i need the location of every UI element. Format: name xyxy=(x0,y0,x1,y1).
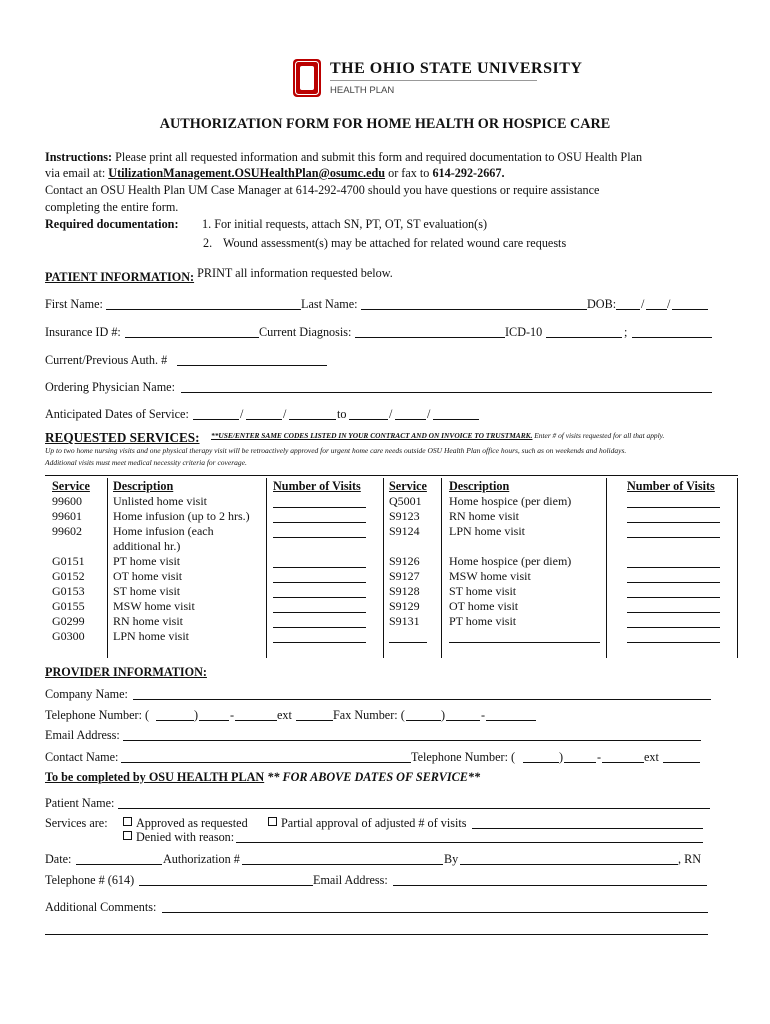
osu-authorization-label: Authorization # xyxy=(163,852,240,866)
visits-field-99601[interactable] xyxy=(273,510,366,523)
service-code: S9128 xyxy=(389,584,420,598)
um-email-link[interactable]: UtilizationManagement.OSUHealthPlan@osumc.edu xyxy=(108,166,386,180)
block-o-icon xyxy=(292,58,322,98)
contact-telephone-label: Telephone Number: ( xyxy=(411,750,516,764)
col-header-visits-right: Number of Visits xyxy=(627,479,715,493)
services-divider-4 xyxy=(441,478,442,658)
contact-area-code-field[interactable] xyxy=(523,750,559,763)
provider-email-field[interactable] xyxy=(123,728,701,741)
diagnosis-label: Current Diagnosis: xyxy=(259,325,352,339)
last-name-field[interactable] xyxy=(361,297,587,310)
service-code: 99600 xyxy=(52,494,82,508)
visits-field-s9131[interactable] xyxy=(627,615,720,628)
first-name-label: First Name: xyxy=(45,297,103,311)
diagnosis-field[interactable] xyxy=(355,325,505,338)
osu-telephone-label: Telephone # (614) xyxy=(45,873,135,887)
col-header-service-left: Service xyxy=(52,479,90,493)
service-description xyxy=(449,539,571,554)
osu-date-label: Date: xyxy=(45,852,72,866)
services-divider-5 xyxy=(606,478,607,658)
service-description: Home hospice (per diem) xyxy=(449,494,572,508)
service-code: G0155 xyxy=(52,599,85,613)
start-month-field[interactable] xyxy=(193,407,239,420)
visits-field-g0152[interactable] xyxy=(273,570,366,583)
osu-logo xyxy=(292,58,583,100)
service-code: S9127 xyxy=(389,569,420,583)
left-service-descriptions xyxy=(113,494,250,644)
partial-label: Partial approval of adjusted # of visits xyxy=(281,816,467,830)
provider-fax-area-field[interactable] xyxy=(406,708,441,721)
instructions-line4: completing the entire form. xyxy=(45,200,179,214)
approved-label: Approved as requested xyxy=(136,816,248,830)
page-title: AUTHORIZATION FORM FOR HOME HEALTH OR HOSPICE CARE xyxy=(159,116,611,132)
provider-fax-line-field[interactable] xyxy=(486,708,536,721)
end-slash-1: / xyxy=(389,407,393,421)
provider-fax-label: Fax Number: ( xyxy=(333,708,405,722)
services-divider-1 xyxy=(107,478,108,658)
services-note-italic: Enter # of visits requested for all that apply. xyxy=(532,431,665,440)
contact-phone-line-field[interactable] xyxy=(602,750,644,763)
osu-rn-label: , RN xyxy=(678,852,702,866)
col-header-visits-left: Number of Visits xyxy=(273,479,361,493)
service-code: S9126 xyxy=(389,554,420,568)
um-fax-number: 614-292-2667. xyxy=(432,166,505,180)
other-service-code-field[interactable] xyxy=(389,630,427,643)
dob-label: DOB: xyxy=(587,297,617,311)
start-slash-1: / xyxy=(240,407,244,421)
icd10-semicolon: ; xyxy=(624,325,628,339)
start-day-field[interactable] xyxy=(246,407,282,420)
company-field[interactable] xyxy=(133,687,711,700)
icd10-field-2[interactable] xyxy=(632,325,712,338)
company-label: Company Name: xyxy=(45,687,128,701)
visits-field-g0300[interactable] xyxy=(273,630,366,643)
right-service-descriptions xyxy=(449,494,571,629)
dates-label: Anticipated Dates of Service: xyxy=(45,407,189,421)
osu-email-field[interactable] xyxy=(393,873,707,886)
service-code: G0300 xyxy=(52,629,85,643)
service-code: G0152 xyxy=(52,569,85,583)
partial-visits-field[interactable] xyxy=(472,816,703,829)
dates-to: to xyxy=(337,407,347,421)
visits-field-99600[interactable] xyxy=(273,495,366,508)
osu-telephone-field[interactable] xyxy=(139,873,313,886)
service-description: PT home visit xyxy=(113,554,181,568)
patient-heading-note: PRINT all information requested below. xyxy=(194,266,393,280)
col-header-description-right: Description xyxy=(449,479,510,493)
service-code: S9129 xyxy=(389,599,420,613)
visits-field-s9127[interactable] xyxy=(627,570,720,583)
provider-telephone-paren: ) xyxy=(194,708,199,722)
partial-checkbox[interactable] xyxy=(268,817,277,826)
services-divider-2 xyxy=(266,478,267,658)
dob-day-field[interactable] xyxy=(646,297,667,310)
osu-by-label: By xyxy=(444,852,459,866)
insurance-id-label: Insurance ID #: xyxy=(45,325,121,339)
service-code: 99602 xyxy=(52,524,82,538)
service-code: S9124 xyxy=(389,524,420,538)
contact-telephone-paren: ) xyxy=(559,750,564,764)
required-doc-label: Required documentation: xyxy=(45,217,179,231)
service-description: MSW home visit xyxy=(113,599,195,613)
osu-patient-name-field[interactable] xyxy=(118,796,710,809)
first-name-field[interactable] xyxy=(106,297,301,310)
email-prefix: via email at: xyxy=(45,166,109,180)
provider-telephone-label: Telephone Number: ( xyxy=(45,708,150,722)
service-code xyxy=(389,539,422,554)
services-are-label: Services are: xyxy=(45,816,108,830)
denied-reason-field[interactable] xyxy=(236,830,703,843)
denied-checkbox[interactable] xyxy=(123,831,132,840)
services-divider-6 xyxy=(737,478,738,658)
services-table-top xyxy=(45,475,738,476)
contact-ext-field[interactable] xyxy=(663,750,700,763)
visits-field-g0151[interactable] xyxy=(273,555,366,568)
services-heading: REQUESTED SERVICES: xyxy=(45,430,200,445)
provider-email-label: Email Address: xyxy=(45,728,120,742)
service-description: Home hospice (per diem) xyxy=(449,554,572,568)
contact-ext-label: ext xyxy=(644,750,659,764)
instructions-line1 xyxy=(45,150,642,164)
visits-field-other[interactable] xyxy=(627,630,720,643)
osu-patient-name-label: Patient Name: xyxy=(45,796,115,810)
left-service-codes xyxy=(52,494,85,644)
instructions-text: Please print all requested information and submit this form and required documentation to OSU Health Plan xyxy=(112,150,643,164)
icd10-label: ICD-10 xyxy=(505,325,543,339)
provider-phone-line-field[interactable] xyxy=(235,708,277,721)
patient-heading: PATIENT INFORMATION: xyxy=(45,270,195,284)
service-description: Home infusion (up to 2 hrs.) xyxy=(113,509,250,523)
icd10-field-1[interactable] xyxy=(546,325,622,338)
provider-fax-paren: ) xyxy=(441,708,446,722)
services-divider-3 xyxy=(383,478,384,658)
service-code: G0153 xyxy=(52,584,85,598)
provider-telephone-dash: - xyxy=(230,708,235,722)
logo-university: THE OHIO STATE UNIVERSITY xyxy=(330,60,583,77)
required-doc-2: Wound assessment(s) may be attached for related wound care requests xyxy=(223,236,567,250)
other-service-description-field[interactable] xyxy=(449,630,600,643)
comments-label: Additional Comments: xyxy=(45,900,157,914)
end-slash-2: / xyxy=(427,407,431,421)
col-header-description-left: Description xyxy=(113,479,174,493)
instructions-label: Instructions: xyxy=(45,150,113,164)
end-month-field[interactable] xyxy=(349,407,388,420)
service-description: Unlisted home visit xyxy=(113,494,207,508)
visits-field-s9123[interactable] xyxy=(627,510,720,523)
provider-fax-prefix-field[interactable] xyxy=(446,708,480,721)
service-description: ST home visit xyxy=(449,584,517,598)
visits-field-99602[interactable] xyxy=(273,525,366,538)
dob-year-field[interactable] xyxy=(672,297,708,310)
dob-month-field[interactable] xyxy=(616,297,640,310)
visits-field-g0153[interactable] xyxy=(273,585,366,598)
services-note-line2: Up to two home nursing visits and one physical therapy visit will be retroactively approved for urgent home care needs outside OSU Health Plan office hours, such as on weekends and holidays. xyxy=(45,446,627,455)
service-code: S9123 xyxy=(389,509,420,523)
provider-area-code-field[interactable] xyxy=(156,708,194,721)
contact-telephone-dash: - xyxy=(597,750,602,764)
provider-fax-dash: - xyxy=(481,708,486,722)
osu-email-label: Email Address: xyxy=(313,873,388,887)
service-code: S9131 xyxy=(389,614,420,628)
contact-phone-prefix-field[interactable] xyxy=(564,750,596,763)
start-slash-2: / xyxy=(283,407,287,421)
col-header-service-right: Service xyxy=(389,479,427,493)
service-description: LPN home visit xyxy=(449,524,526,538)
service-code: G0299 xyxy=(52,614,85,628)
visits-field-s9128[interactable] xyxy=(627,585,720,598)
last-name-label: Last Name: xyxy=(301,297,358,311)
instructions-line2 xyxy=(45,166,505,180)
provider-ext-field[interactable] xyxy=(296,708,333,721)
service-description: MSW home visit xyxy=(449,569,531,583)
contact-name-label: Contact Name: xyxy=(45,750,119,764)
visits-field-s9126[interactable] xyxy=(627,555,720,568)
service-code: Q5001 xyxy=(389,494,422,508)
physician-label: Ordering Physician Name: xyxy=(45,380,175,394)
services-note-line1 xyxy=(211,431,664,441)
osu-by-field[interactable] xyxy=(460,852,678,865)
osu-heading-row xyxy=(45,770,480,784)
approved-option[interactable] xyxy=(123,816,248,830)
provider-phone-prefix-field[interactable] xyxy=(199,708,229,721)
comments-field-line2[interactable] xyxy=(45,922,708,935)
auth-field[interactable] xyxy=(177,353,327,366)
visits-field-s9129[interactable] xyxy=(627,600,720,613)
logo-divider xyxy=(330,80,537,81)
denied-label: Denied with reason: xyxy=(136,830,235,844)
partial-option[interactable] xyxy=(268,816,467,830)
service-description: ST home visit xyxy=(113,584,181,598)
services-note-bold: **USE/ENTER SAME CODES LISTED IN YOUR CONTRACT AND ON INVOICE TO TRUSTMARK. xyxy=(211,431,533,440)
service-description: Home infusion (each xyxy=(113,524,214,538)
visits-field-g0155[interactable] xyxy=(273,600,366,613)
right-service-codes xyxy=(389,494,422,629)
visits-field-q5001[interactable] xyxy=(627,495,720,508)
comments-field-line1[interactable] xyxy=(162,900,708,913)
osu-heading: To be completed by OSU HEALTH PLAN xyxy=(45,770,265,784)
osu-date-field[interactable] xyxy=(76,852,162,865)
required-doc-1: 1. For initial requests, attach SN, PT, OT, ST evaluation(s) xyxy=(202,217,488,231)
patient-heading-row xyxy=(45,266,393,284)
service-description: LPN home visit xyxy=(113,629,190,643)
osu-authorization-field[interactable] xyxy=(242,852,443,865)
required-doc-2-num: 2. xyxy=(203,236,213,250)
service-code: G0151 xyxy=(52,554,85,568)
approved-checkbox[interactable] xyxy=(123,817,132,826)
osu-heading-note: ** FOR ABOVE DATES OF SERVICE** xyxy=(264,770,481,784)
services-note-line3: Additional visits must meet medical necessity criteria for coverage. xyxy=(45,458,247,467)
fax-prefix: or fax to xyxy=(385,166,433,180)
service-description: additional hr.) xyxy=(113,539,181,553)
service-code: 99601 xyxy=(52,509,82,523)
end-day-field[interactable] xyxy=(395,407,426,420)
service-description: OT home visit xyxy=(113,569,183,583)
insurance-id-field[interactable] xyxy=(125,325,259,338)
provider-heading: PROVIDER INFORMATION: xyxy=(45,665,207,679)
dob-slash-2: / xyxy=(667,297,671,311)
logo-plan: HEALTH PLAN xyxy=(330,85,395,96)
service-description: RN home visit xyxy=(113,614,184,628)
end-year-field[interactable] xyxy=(433,407,479,420)
visits-field-g0299[interactable] xyxy=(273,615,366,628)
auth-label: Current/Previous Auth. # xyxy=(45,353,168,367)
service-code xyxy=(52,539,85,554)
start-year-field[interactable] xyxy=(289,407,336,420)
service-description: OT home visit xyxy=(449,599,519,613)
service-description: PT home visit xyxy=(449,614,517,628)
provider-ext-label: ext xyxy=(277,708,292,722)
physician-field[interactable] xyxy=(181,380,712,393)
dob-slash-1: / xyxy=(641,297,645,311)
visits-field-s9124[interactable] xyxy=(627,525,720,538)
service-description: RN home visit xyxy=(449,509,520,523)
contact-name-field[interactable] xyxy=(121,750,411,763)
denied-option[interactable] xyxy=(123,830,234,844)
instructions-line3: Contact an OSU Health Plan UM Case Manager at 614-292-4700 should you have questions or require assistance xyxy=(45,183,600,197)
